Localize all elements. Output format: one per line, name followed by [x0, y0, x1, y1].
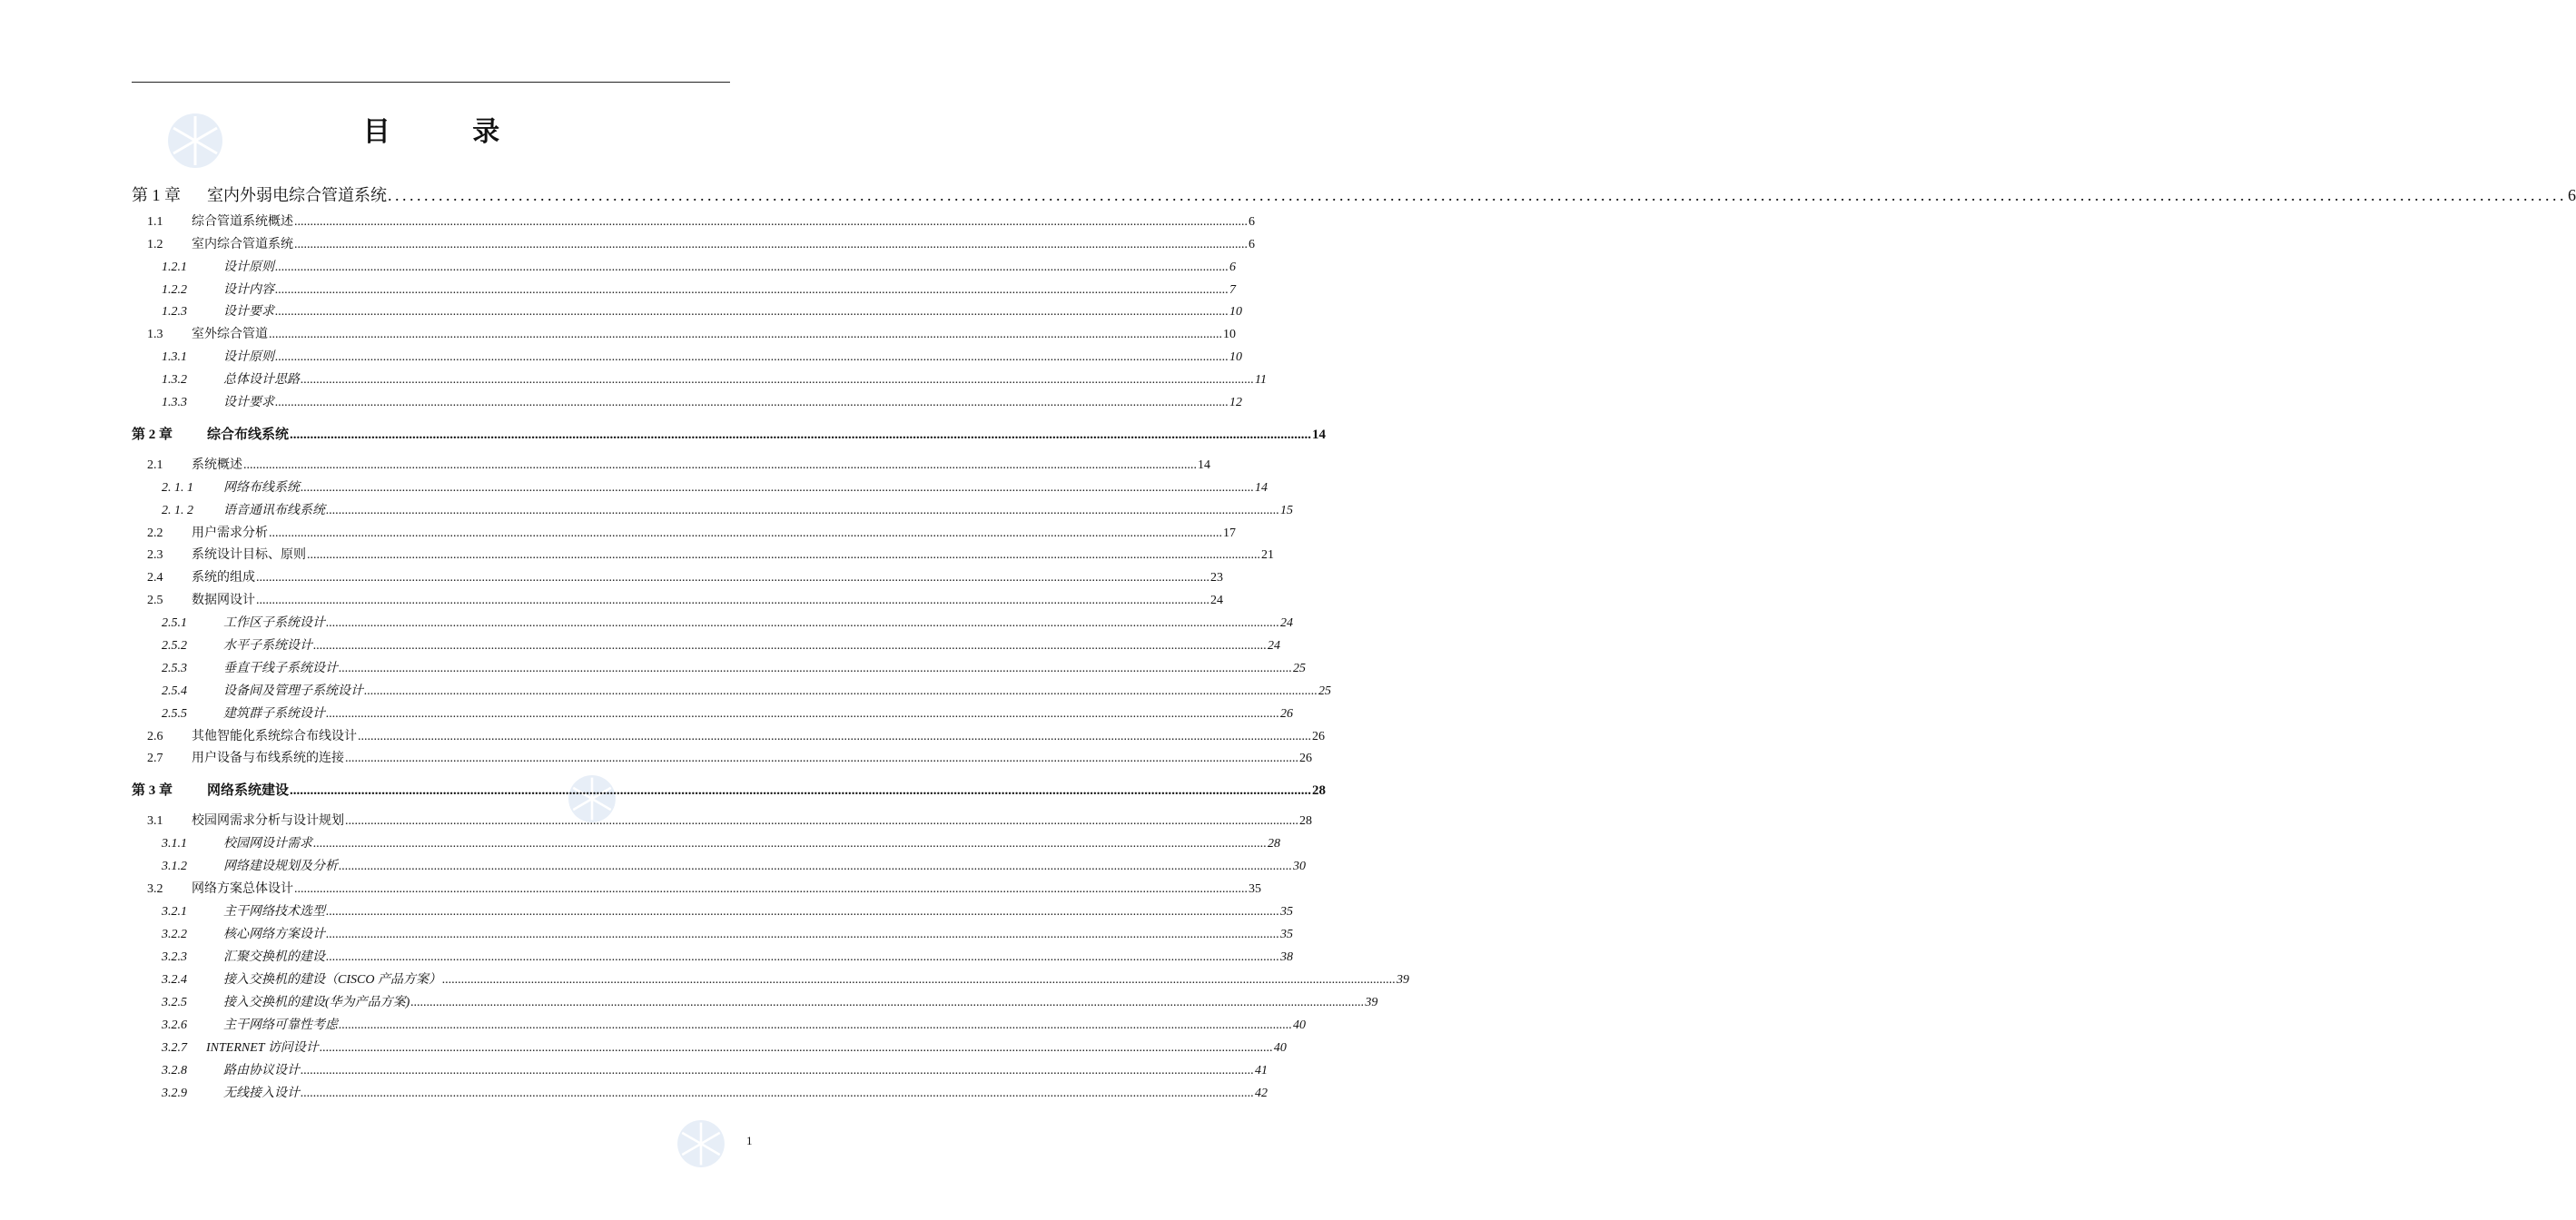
toc-entry-number: 1.3 [147, 328, 163, 341]
toc-dot-leader: ............................................................................................................................................................................................................................................................................................................ [301, 1087, 1254, 1100]
toc-entry[interactable] [147, 748, 1312, 766]
toc-entry-number: 3.2.1 [162, 905, 187, 919]
toc-entry-page: 28 [1299, 814, 1312, 828]
toc-entry-title: 系统的组成 [192, 571, 255, 585]
toc-dot-leader: ............................................................................................................................................................................................................................................................................................................ [326, 928, 1279, 941]
page-title: 目 录 [362, 116, 537, 148]
toc-entry-page: 24 [1268, 639, 1280, 653]
toc-dot-leader: ............................................................................................................................................................................................................................................................................................................ [256, 594, 1209, 607]
toc-entry-number: 3.2.7 [162, 1041, 187, 1055]
toc-entry-number: 2.2 [147, 526, 163, 540]
toc-dot-leader: ............................................................................................................................................................................................................................................................................................................ [326, 504, 1279, 517]
toc-dot-leader: ............................................................................................................................................................................................................................................................................................................ [269, 526, 1222, 540]
toc-entry[interactable] [162, 1083, 1268, 1101]
toc-entry-title: 室内综合管道系统 [192, 238, 293, 251]
toc-entry[interactable] [147, 545, 1274, 563]
toc-entry[interactable] [147, 234, 1255, 252]
toc-dot-leader: ............................................................................................................................................................................................................................................................................................................ [410, 996, 1365, 1009]
toc-entry[interactable] [162, 947, 1293, 965]
toc-entry-page: 10 [1223, 328, 1236, 341]
toc-entry-page: 6 [1249, 215, 1255, 229]
toc-dot-leader: ............................................................................................................................................................................................................................................................................................................ [294, 238, 1248, 251]
toc-dot-leader: ............................................................................................................................................................................................................................................................................................................ [388, 186, 2567, 204]
toc-dot-leader: ............................................................................................................................................................................................................................................................................................................ [275, 261, 1229, 274]
toc-entry-number: 3.2 [147, 882, 163, 896]
toc-entry-title: 设备间及管理子系统设计 [223, 684, 363, 698]
toc-dot-leader: ............................................................................................................................................................................................................................................................................................................ [275, 396, 1229, 409]
toc-entry[interactable] [162, 658, 1306, 676]
toc-entry-number: 2. 1. 2 [162, 504, 193, 517]
toc-entry-title: 设计原则 [223, 261, 274, 274]
toc-entry-title: 主干网络可靠性考虑 [223, 1018, 338, 1032]
toc-entry-title: 垂直干线子系统设计 [223, 662, 338, 675]
toc-entry-number: 2.5.5 [162, 707, 187, 721]
toc-dot-leader: ............................................................................................................................................................................................................................................................................................................ [364, 684, 1318, 698]
toc-dot-leader: ............................................................................................................................................................................................................................................................................................................ [307, 548, 1260, 562]
toc-entry-title: 设计原则 [223, 350, 274, 364]
toc-dot-leader: ............................................................................................................................................................................................................................................................................................................ [339, 662, 1292, 675]
toc-entry-number: 第 2 章 [132, 428, 173, 442]
toc-entry-number: 1.2.1 [162, 261, 187, 274]
toc-entry-title: 语音通讯布线系统 [223, 504, 325, 517]
toc-entry[interactable] [147, 324, 1236, 342]
toc-entry-page: 28 [1312, 783, 1327, 798]
toc-dot-leader: ............................................................................................................................................................................................................................................................................................................ [313, 639, 1267, 653]
toc-entry[interactable] [162, 635, 1280, 654]
toc-entry-page: 6 [1229, 261, 1236, 274]
page-number: 1 [746, 1134, 753, 1147]
toc-entry-page: 10 [1229, 305, 1242, 319]
toc-entry[interactable] [162, 1038, 1287, 1056]
toc-entry-page: 14 [1312, 428, 1327, 442]
toc-entry[interactable] [162, 477, 1268, 496]
toc-entry-page: 11 [1255, 373, 1267, 387]
toc-entry[interactable] [132, 780, 1327, 799]
toc-entry-title: 总体设计思路 [223, 373, 300, 387]
toc-entry-page: 24 [1280, 616, 1293, 630]
toc-dot-leader: ............................................................................................................................................................................................................................................................................................................ [275, 283, 1229, 297]
toc-entry[interactable] [162, 1015, 1306, 1033]
toc-entry-number: 3.2.6 [162, 1018, 187, 1032]
toc-entry-number: 1.1 [147, 215, 163, 229]
toc-dot-leader: ............................................................................................................................................................................................................................................................................................................ [326, 616, 1279, 630]
toc-entry-page: 41 [1255, 1064, 1268, 1077]
toc-entry-number: 第 1 章 [132, 186, 181, 204]
toc-entry-number: 2.5 [147, 594, 163, 607]
toc-entry-page: 6 [1249, 238, 1255, 251]
toc-dot-leader: ............................................................................................................................................................................................................................................................................................................ [326, 905, 1279, 919]
toc-entry-title: 室外综合管道 [192, 328, 268, 341]
toc-dot-leader: ............................................................................................................................................................................................................................................................................................................ [339, 860, 1292, 873]
toc-entry-title: 工作区子系统设计 [223, 616, 325, 630]
toc-entry[interactable] [147, 455, 1210, 473]
toc-entry-title: 核心网络方案设计 [223, 928, 325, 941]
toc-entry-page: 35 [1280, 928, 1293, 941]
toc-entry-number: 第 3 章 [132, 783, 173, 798]
toc-entry-page: 40 [1293, 1018, 1306, 1032]
toc-entry-title: 系统设计目标、原则 [192, 548, 306, 562]
toc-entry[interactable] [162, 301, 1242, 320]
toc-entry-number: 2.5.2 [162, 639, 187, 653]
toc-dot-leader: ............................................................................................................................................................................................................................................................................................................ [290, 783, 1312, 798]
toc-entry-page: 14 [1198, 458, 1210, 472]
toc-dot-leader: ............................................................................................................................................................................................................................................................................................................ [345, 752, 1298, 765]
toc-dot-leader: ............................................................................................................................................................................................................................................................................................................ [275, 305, 1229, 319]
toc-entry-page: 17 [1223, 526, 1236, 540]
toc-entry-title: 路由协议设计 [223, 1064, 300, 1077]
toc-entry-page: 26 [1299, 752, 1312, 765]
toc-entry-title: 系统概述 [192, 458, 242, 472]
toc-entry-title: 数据网设计 [192, 594, 255, 607]
toc-entry-title: 用户设备与布线系统的连接 [192, 752, 344, 765]
toc-entry-number: 3.2.4 [162, 973, 187, 987]
toc-entry-number: 2.5.3 [162, 662, 187, 675]
toc-dot-leader: ............................................................................................................................................................................................................................................................................................................ [313, 837, 1267, 851]
toc-entry-title: 设计内容 [223, 283, 274, 297]
toc-entry-number: 2.6 [147, 730, 163, 743]
toc-entry-page: 12 [1229, 396, 1242, 409]
toc-entry-page: 26 [1312, 730, 1325, 743]
toc-dot-leader: ............................................................................................................................................................................................................................................................................................................ [326, 950, 1279, 964]
toc-entry-page: 38 [1280, 950, 1293, 964]
toc-entry-page: 35 [1249, 882, 1261, 896]
toc-entry-number: 3.2.2 [162, 928, 187, 941]
toc-entry[interactable] [162, 280, 1236, 298]
toc-entry-page: 24 [1210, 594, 1223, 607]
toc-entry-title: 网络方案总体设计 [192, 882, 293, 896]
toc-entry[interactable] [162, 369, 1267, 388]
toc-entry[interactable] [147, 523, 1236, 541]
toc-entry-title: 用户需求分析 [192, 526, 268, 540]
toc-entry-page: 35 [1280, 905, 1293, 919]
toc-entry[interactable] [162, 347, 1242, 365]
toc-entry-number: 2.3 [147, 548, 163, 562]
toc-dot-leader: ............................................................................................................................................................................................................................................................................................................ [269, 328, 1222, 341]
toc-entry-title: 其他智能化系统综合布线设计 [192, 730, 357, 743]
toc-entry[interactable] [162, 681, 1331, 699]
toc-dot-leader: ............................................................................................................................................................................................................................................................................................................ [441, 973, 1396, 987]
toc-entry-page: 40 [1273, 1041, 1287, 1055]
toc-entry-page: 30 [1293, 860, 1306, 873]
toc-entry-number: 2.5.4 [162, 684, 187, 698]
toc-entry-title: 网络建设规划及分析 [223, 860, 338, 873]
toc-entry-page: 6 [2568, 186, 2576, 204]
toc-entry-page: 21 [1261, 548, 1274, 562]
toc-entry[interactable] [162, 703, 1293, 722]
toc-entry-page: 28 [1268, 837, 1280, 851]
toc-dot-leader: ............................................................................................................................................................................................................................................................................................................ [326, 707, 1279, 721]
toc-entry-title: 网络布线系统 [223, 481, 300, 495]
toc-entry-number: 3.1.2 [162, 860, 187, 873]
toc-entry[interactable] [147, 726, 1325, 744]
toc-entry-number: 1.2.2 [162, 283, 187, 297]
toc-entry-title: 水平子系统设计 [223, 639, 312, 653]
toc-entry-page: 10 [1229, 350, 1242, 364]
toc-entry-title: 综合布线系统 [207, 428, 290, 442]
toc-entry[interactable] [162, 901, 1293, 920]
toc-entry[interactable] [162, 992, 1378, 1010]
toc-entry-number: 1.3.2 [162, 373, 187, 387]
toc-entry-page: 15 [1280, 504, 1293, 517]
toc-entry-number: 2.7 [147, 752, 163, 765]
toc-dot-leader: ............................................................................................................................................................................................................................................................................................................ [294, 882, 1248, 896]
toc-entry-title: 无线接入设计 [223, 1087, 300, 1100]
toc-entry-title: 设计要求 [223, 396, 274, 409]
toc-entry-number: 3.1 [147, 814, 163, 828]
toc-entry-title: 接入交换机的建设(华为产品方案) [223, 996, 410, 1009]
toc-dot-leader: ............................................................................................................................................................................................................................................................................................................ [294, 215, 1248, 229]
toc-dot-leader: ............................................................................................................................................................................................................................................................................................................ [319, 1041, 1273, 1055]
toc-dot-leader: ............................................................................................................................................................................................................................................................................................................ [301, 481, 1254, 495]
toc-entry-page: 39 [1365, 996, 1378, 1009]
toc-entry[interactable] [162, 924, 1293, 942]
toc-entry[interactable] [162, 392, 1242, 410]
toc-entry-number: 1.3.1 [162, 350, 187, 364]
toc-entry-title: 网络系统建设 [207, 783, 290, 798]
toc-dot-leader: ............................................................................................................................................................................................................................................................................................................ [345, 814, 1298, 828]
toc-entry[interactable] [162, 969, 1409, 988]
toc-entry-title: 汇聚交换机的建设 [223, 950, 325, 964]
toc-entry-number: 2.5.1 [162, 616, 187, 630]
toc-entry-page: 25 [1318, 684, 1331, 698]
toc-entry[interactable] [132, 424, 1327, 443]
toc-entry-title: INTERNET 访问设计 [206, 1041, 319, 1055]
toc-entry-title: 综合管道系统概述 [192, 215, 293, 229]
toc-entry-page: 26 [1280, 707, 1293, 721]
toc-dot-leader: ............................................................................................................................................................................................................................................................................................................ [290, 428, 1312, 442]
toc-entry[interactable] [147, 811, 1312, 829]
toc-entry-number: 3.1.1 [162, 837, 187, 851]
toc-dot-leader: ............................................................................................................................................................................................................................................................................................................ [275, 350, 1229, 364]
toc-entry[interactable] [147, 879, 1261, 897]
toc-entry-page: 7 [1229, 283, 1236, 297]
toc-entry[interactable] [147, 567, 1223, 585]
toc-entry-number: 3.2.9 [162, 1087, 187, 1100]
toc-dot-leader: ............................................................................................................................................................................................................................................................................................................ [301, 1064, 1254, 1077]
toc-entry[interactable] [162, 856, 1306, 874]
toc-entry-page: 14 [1255, 481, 1268, 495]
toc-entry-number: 1.2.3 [162, 305, 187, 319]
toc-entry[interactable] [147, 590, 1223, 608]
toc-entry-number: 3.2.5 [162, 996, 187, 1009]
toc-entry-number: 1.3.3 [162, 396, 187, 409]
toc-entry-number: 2. 1. 1 [162, 481, 193, 495]
toc-entry-title: 建筑群子系统设计 [223, 707, 325, 721]
toc-entry-page: 23 [1210, 571, 1223, 585]
toc-entry-title: 室内外弱电综合管道系统 [207, 186, 387, 204]
toc-entry[interactable] [162, 500, 1293, 518]
toc-entry-page: 42 [1255, 1087, 1268, 1100]
toc-entry-number: 3.2.3 [162, 950, 187, 964]
toc-entry-title: 校园网设计需求 [223, 837, 312, 851]
toc-entry-number: 2.4 [147, 571, 163, 585]
toc-entry-title: 接入交换机的建设（CISCO 产品方案） [223, 973, 441, 987]
toc-entry-number: 1.2 [147, 238, 163, 251]
toc-entry-title: 校园网需求分析与设计规划 [192, 814, 344, 828]
toc-entry[interactable] [162, 833, 1280, 851]
toc-dot-leader: ............................................................................................................................................................................................................................................................................................................ [243, 458, 1197, 472]
toc-entry[interactable] [162, 1060, 1268, 1078]
toc-entry-number: 2.1 [147, 458, 163, 472]
toc-entry-title: 设计要求 [223, 305, 274, 319]
toc-entry-page: 25 [1293, 662, 1306, 675]
toc-entry[interactable] [132, 182, 2576, 206]
toc-entry[interactable] [162, 257, 1236, 275]
toc-entry[interactable] [162, 613, 1293, 631]
toc-dot-leader: ............................................................................................................................................................................................................................................................................................................ [358, 730, 1311, 743]
toc-entry-page: 39 [1396, 973, 1409, 987]
toc-entry-title: 主干网络技术选型 [223, 905, 325, 919]
toc-dot-leader: ............................................................................................................................................................................................................................................................................................................ [256, 571, 1209, 585]
toc-entry-number: 3.2.8 [162, 1064, 187, 1077]
toc-entry[interactable] [147, 212, 1255, 230]
toc-dot-leader: ............................................................................................................................................................................................................................................................................................................ [301, 373, 1254, 387]
toc-dot-leader: ............................................................................................................................................................................................................................................................................................................ [339, 1018, 1292, 1032]
